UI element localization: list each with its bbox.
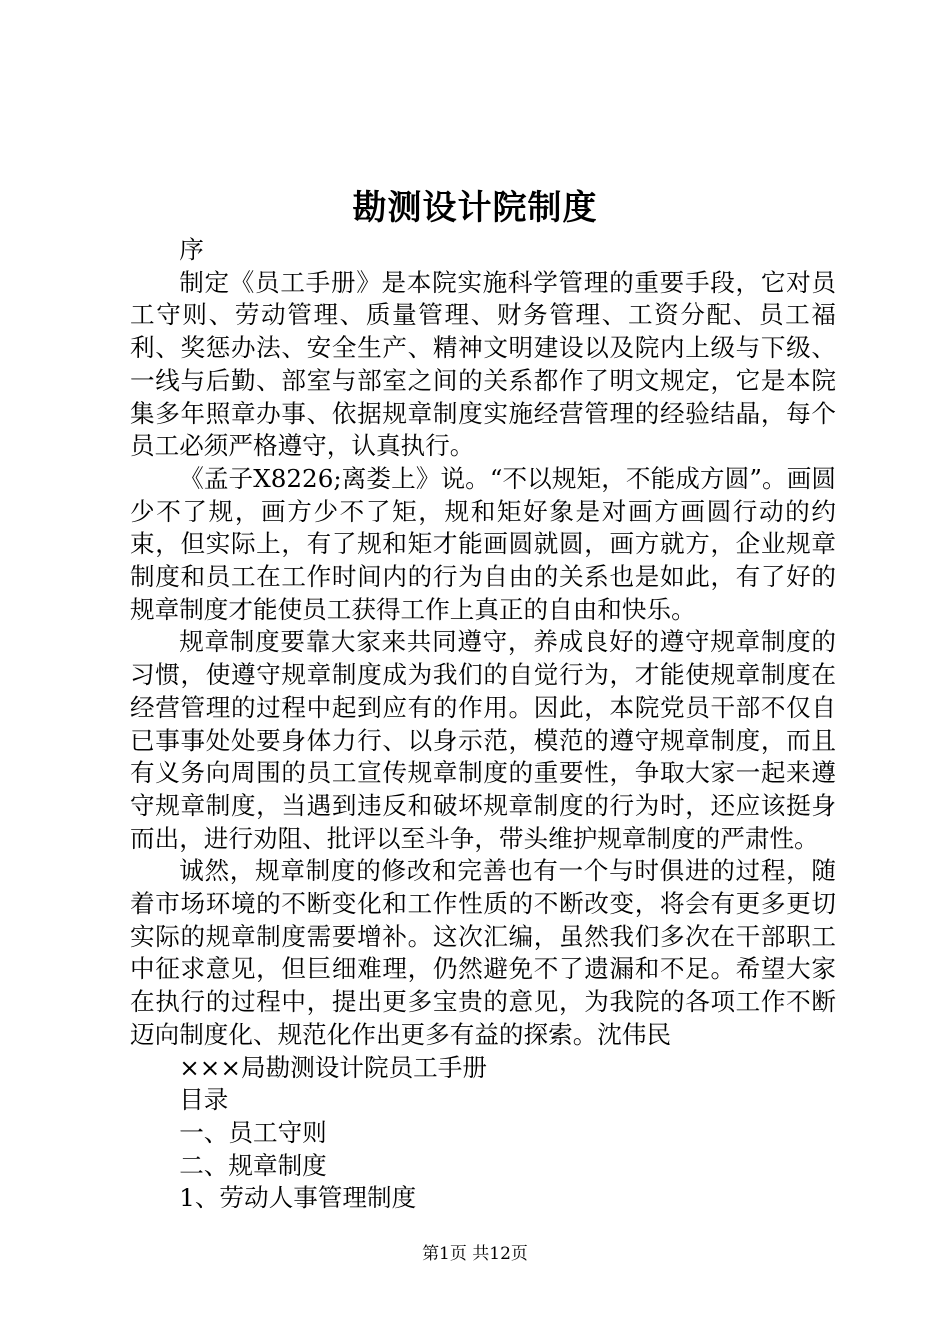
body-paragraph: 《孟子X8226;离娄上》说。“不以规矩，不能成方圆”。画圆少不了规，画方少不了矩，规和矩好象是对画方画圆行动的约束，但实际上，有了规和矩才能画圆就圆，画方就方，企业规章制度和员工在工作时间内的行为自由的关系也是如此，有了好的规章制度才能使员工获得工作上真正的自由和快乐。 — [130, 463, 836, 624]
preface-heading: 序 — [179, 235, 204, 264]
document-title: 勘测设计院制度 — [352, 188, 598, 228]
toc-item: 一、员工守则 — [179, 1117, 327, 1147]
document-body — [130, 234, 836, 1215]
body-paragraph: 规章制度要靠大家来共同遵守，养成良好的遵守规章制度的习惯，使遵守规章制度成为我们的自觉行为，才能使规章制度在经营管理的过程中起到应有的作用。因此，本院党员干部不仅自已事事处处要身体力行、以身示范，模范的遵守规章制度，而且有义务向周围的员工宣传规章制度的重要性，争取大家一起来遵守规章制度，当遇到违反和破坏规章制度的行为时，还应该挺身而出，进行劝阻、批评以至斗争，带头维护规章制度的严肃性。 — [130, 627, 836, 853]
body-paragraph: 诚然，规章制度的修改和完善也有一个与时俱进的过程，随着市场环境的不断变化和工作性质的不断改变，将会有更多更切实际的规章制度需要增补。这次汇编，虽然我们多次在干部职工中征求意见，但巨细难理，仍然避免不了遗漏和不足。希望大家在执行的过程中，提出更多宝贵的意见，为我院的各项工作不断迈向制度化、规范化作出更多有益的探索。沈伟民 — [130, 856, 836, 1049]
toc-heading: 目录 — [179, 1085, 229, 1115]
body-paragraph: 制定《员工手册》是本院实施科学管理的重要手段，它对员工守则、劳动管理、质量管理、财务管理、工资分配、员工福利、奖惩办法、安全生产、精神文明建设以及院内上级与下级、一线与后勤、部室与部室之间的关系都作了明文规定，它是本院集多年照章办事、依据规章制度实施经营管理的经验结晶，每个员工必须严格遵守，认真执行。 — [130, 267, 836, 461]
toc-item: 1、劳动人事管理制度 — [179, 1183, 417, 1213]
handbook-title-line: ×××局勘测设计院员工手册 — [179, 1052, 487, 1082]
page-footer: 第1页 共12页 — [422, 1244, 528, 1264]
toc-item: 二、规章制度 — [179, 1150, 327, 1180]
